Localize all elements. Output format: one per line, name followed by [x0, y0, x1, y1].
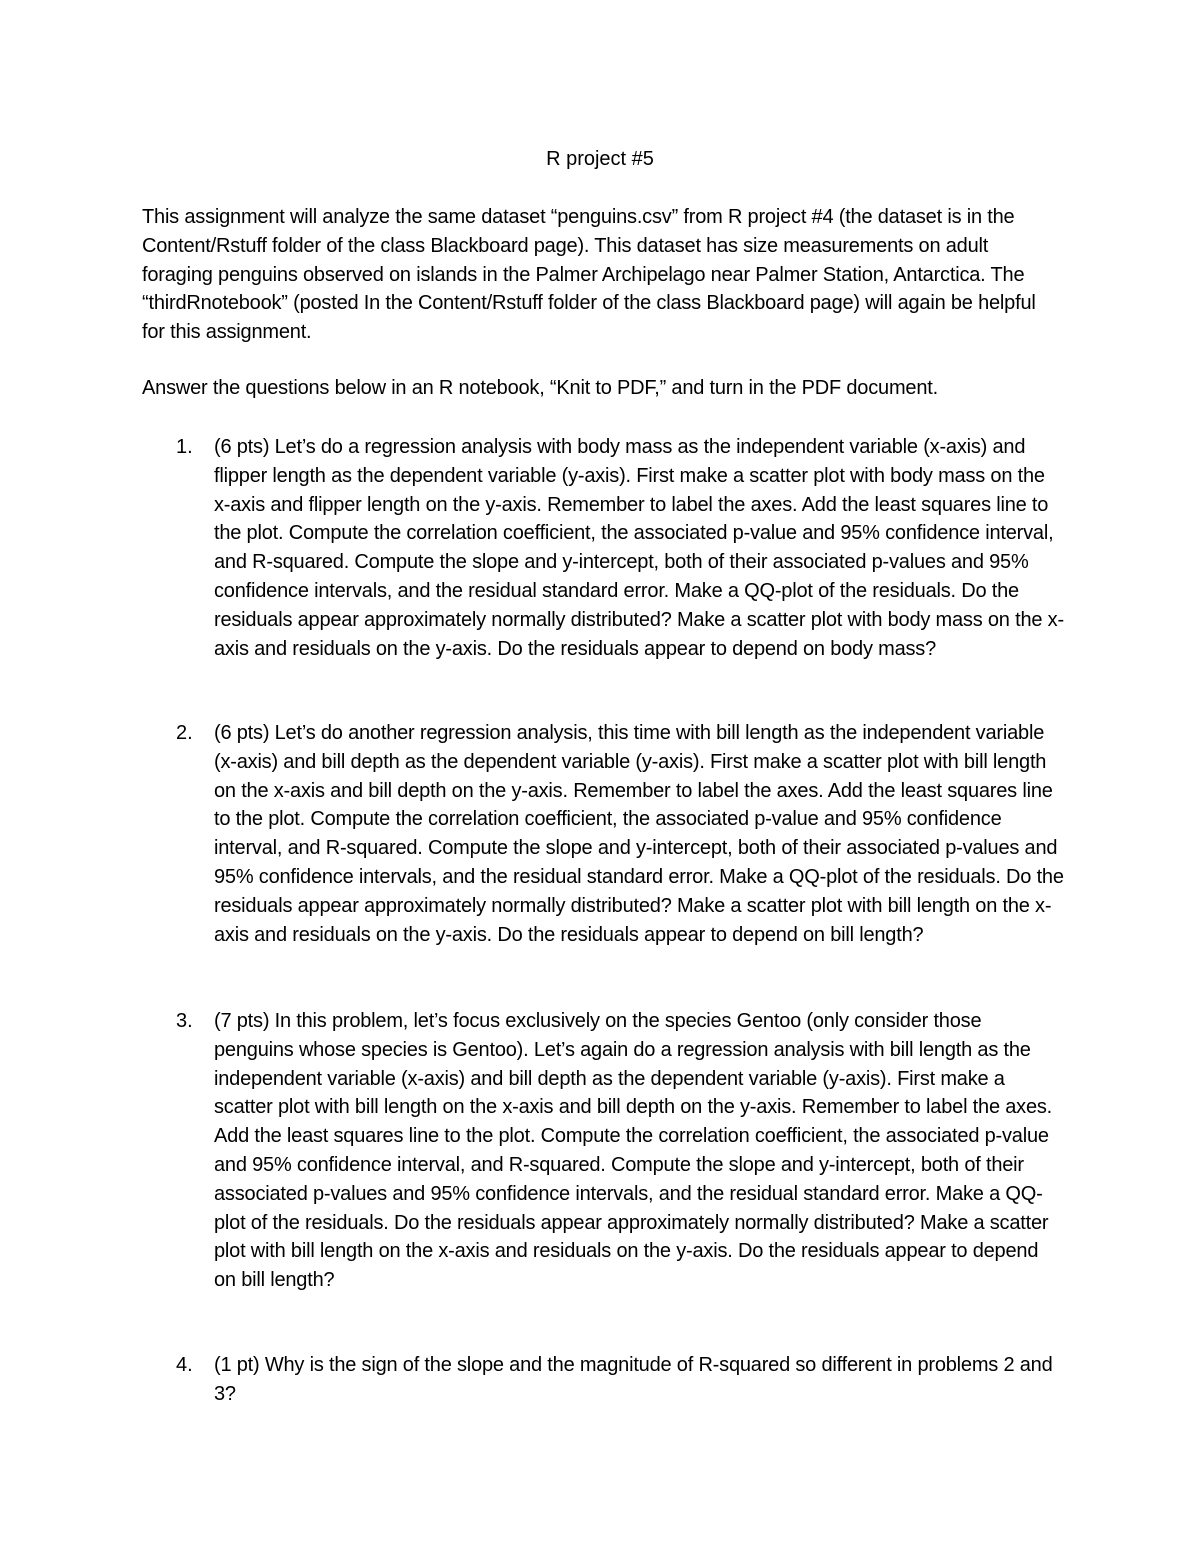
question-text: (6 pts) Let’s do a regression analysis with body mass as the independent variable (x-axis) and flipper length as the dependent variable (y-axis). First make a scatter plot with body mass on the x-axis and flipper length on the y-axis. Remember to label the axes. Add the least squares line to the plot. Compute the correlation coefficient, the associated p-value and 95% confidence interval, and R-squared. Compute the slope and y-intercept, both of their associated p-values and 95% confidence intervals, and the residual standard error. Make a QQ-plot of the residuals. Do the residuals appear approximately normally distributed? Make a scatter plot with body mass on the x-axis and residuals on the y-axis. Do the residuals appear to depend on body mass?: [214, 436, 1064, 660]
intro-paragraph: This assignment will analyze the same dataset “penguins.csv” from R project #4 (the dataset is in the Content/Rstuff folder of the class Blackboard page). This dataset has size measurements on adult foraging penguins observed on islands in the Palmer Archipelago near Palmer Station, Antarctica. The “thirdRnotebook” (posted In the Content/Rstuff folder of the class Blackboard page) will again be helpful for this assignment.: [142, 206, 1036, 344]
document-title: R project #5: [546, 148, 654, 170]
question-text: (1 pt) Why is the sign of the slope and the magnitude of R-squared so different in problems 2 and 3?: [214, 1354, 1053, 1405]
question-number: 4.: [176, 1354, 193, 1376]
question-number: 3.: [176, 1010, 193, 1032]
question-text: (7 pts) In this problem, let’s focus exclusively on the species Gentoo (only consider those penguins whose species is Gentoo). Let’s again do a regression analysis with bill length as the independent variable (x-axis) and bill depth as the dependent variable (y-axis). First make a scatter plot with bill length on the x-axis and bill depth on the y-axis. Remember to label the axes. Add the least squares line to the plot. Compute the correlation coefficient, the associated p-value and 95% confidence interval, and R-squared. Compute the slope and y-intercept, both of their associated p-values and 95% confidence intervals, and the residual standard error. Make a QQ-plot of the residuals. Do the residuals appear approximately normally distributed? Make a scatter plot with bill length on the x-axis and residuals on the y-axis. Do the residuals appear to depend on bill length?: [214, 1010, 1053, 1292]
question-number: 1.: [176, 436, 193, 458]
question-number: 2.: [176, 722, 193, 744]
question-text: (6 pts) Let’s do another regression analysis, this time with bill length as the independent variable (x-axis) and bill depth as the dependent variable (y-axis). First make a scatter plot with bill length on the x-axis and bill depth on the y-axis. Remember to label the axes. Add the least squares line to the plot. Compute the correlation coefficient, the associated p-value and 95% confidence interval, and R-squared. Compute the slope and y-intercept, both of their associated p-values and 95% confidence intervals, and the residual standard error. Make a QQ-plot of the residuals. Do the residuals appear approximately normally distributed? Make a scatter plot with bill length on the x-axis and residuals on the y-axis. Do the residuals appear to depend on bill length?: [214, 722, 1064, 946]
instructions-paragraph: Answer the questions below in an R notebook, “Knit to PDF,” and turn in the PDF document.: [142, 377, 938, 399]
